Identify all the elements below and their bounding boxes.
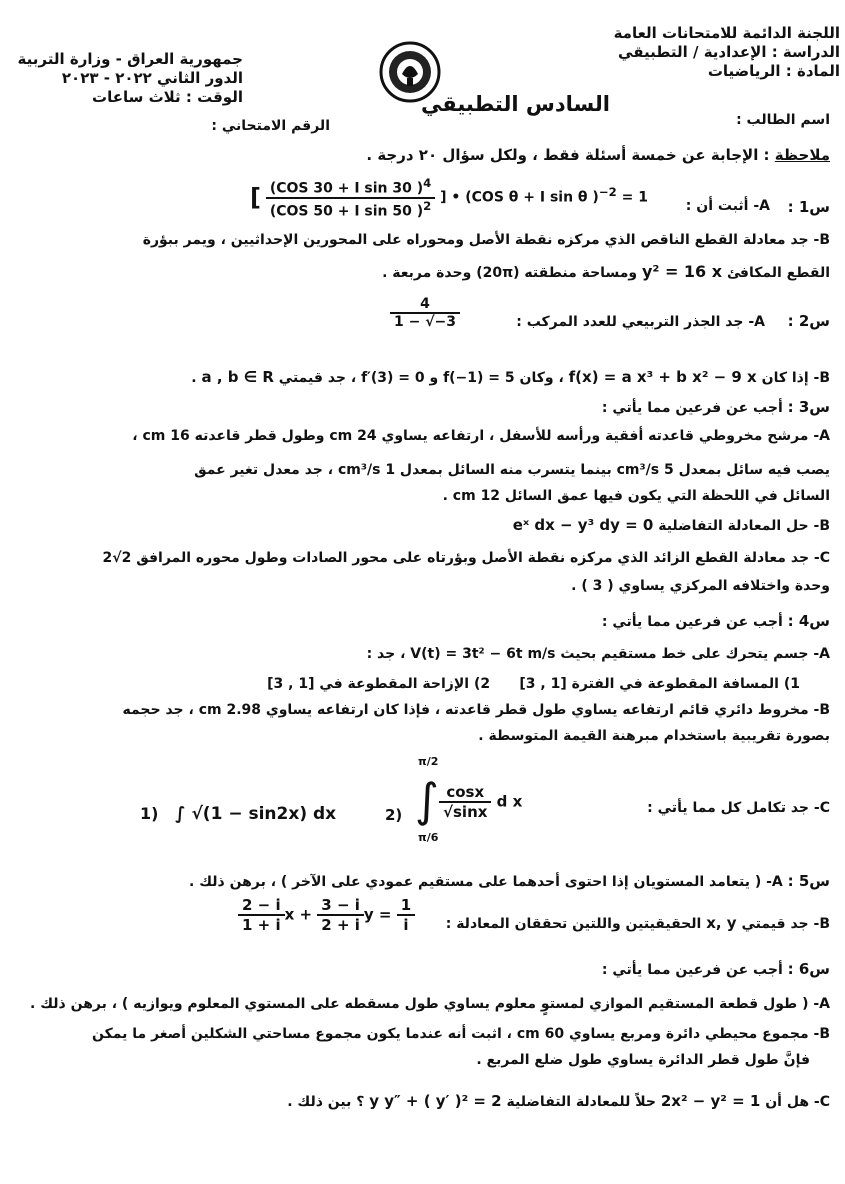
student-name-label: اسم الطالب : — [736, 112, 830, 128]
q3a-line3: السائل في اللحظة التي يكون فيها عمق السائل 12 cm . — [442, 488, 830, 504]
instructions-note — [330, 146, 830, 164]
q2b-line: B- إذا كان f(x) = a x³ + b x² − 9 x ، وكان f(−1) = 5 و f′(3) = 0 ، جد قيمتي a , b ∈ R . — [191, 368, 830, 386]
q4b-line1: B- مخروط دائري قائم ارتفاعه يساوي طول قطر قاعدته ، فإذا كان ارتفاعه يساوي 2.98 cm ، جد حجمه — [122, 702, 830, 718]
q4b-line2: بصورة تقريبية باستخدام مبرهنة القيمة المتوسطة . — [478, 728, 830, 744]
q3c-line2: وحدة واختلافه المركزي يساوي ( 3 ) . — [571, 578, 830, 594]
q1a-expression: [ $\frac{(COS 30 + I \sin 30 )^4}{(COS 50 + I \sin 50 )^2}$ ] • (COS θ + I sin θ )$^{-2}$ = 1 — [250, 176, 648, 220]
q4c-integral2-num: 2) — [385, 806, 403, 824]
q4-intro: س4 : أجب عن فرعين مما يأتي : — [601, 612, 830, 630]
q5a-line: س5 : A- ( يتعامد المستويان إذا احتوى أحدهما على مستقيم عمودي على الآخر ) ، برهن ذلك . — [189, 872, 830, 890]
q2-label: س2 : — [787, 312, 830, 330]
header-right — [590, 24, 840, 81]
committee: اللجنة الدائمة للامتحانات العامة — [613, 24, 840, 42]
study-branch: الدراسة : الإعدادية / التطبيقي — [618, 43, 840, 61]
stage-title: السادس التطبيقي — [420, 92, 610, 116]
q3b-line: B- حل المعادلة التفاضلية eˣ dx − y³ dy = 0 — [512, 516, 830, 534]
q4a-subparts: 1) المسافة المقطوعة في الفترة [1 , 3] 2) الإزاحة المقطوعة في [1 , 3] — [267, 676, 800, 692]
header-left — [5, 50, 243, 107]
subject: المادة : الرياضيات — [707, 62, 840, 80]
q3c-line1: C- جد معادلة القطع الزائد الذي مركزه نقطة الأصل وبؤرتاه على محور الصادات وطول محوره المرافق 2√2 — [102, 550, 830, 566]
q5b-equation: $\frac{2 - i}{1 + i}$ x + $\frac{3 - i}{2 + i}$ y = $\frac{1}{i}$ — [238, 896, 438, 934]
q3-intro: س3 : أجب عن فرعين مما يأتي : — [601, 398, 830, 416]
q6c-line: C- هل أن 2x² − y² = 1 حلاً للمعادلة التفاضلية y y″ + ( y′ )² = 2 ؟ بين ذلك . — [287, 1092, 830, 1110]
q3a-line1: A- مرشح مخروطي قاعدته أفقية ورأسه للأسفل ، ارتفاعه يساوي 24 cm وطول قطر قاعدته 16 cm ، — [132, 428, 830, 444]
q3a-line2: يصب فيه سائل بمعدل 5 cm³/s بينما يتسرب منه السائل بمعدل 1 cm³/s ، جد معدل تغير عمق — [194, 462, 830, 478]
note-text: : الإجابة عن خمسة أسئلة فقط ، ولكل سؤال ٢٠ درجة . — [366, 146, 770, 164]
q5b-label: B- جد قيمتي x, y الحقيقيتين واللتين تحققان المعادلة : — [445, 914, 830, 932]
q1b-line2: القطع المكافئ y² = 16 x ومساحة منطقته (20π) وحدة مربعة . — [382, 262, 830, 281]
exam-number-label: الرقم الامتحاني : — [211, 118, 330, 134]
country-ministry: جمهورية العراق - وزارة التربية — [17, 50, 243, 68]
q2a-fraction: $\frac{4}{1 - √-3}$ — [390, 296, 500, 330]
q6-intro: س6 : أجب عن فرعين مما يأتي : — [601, 960, 830, 978]
q6b-line1: B- مجموع محيطي دائرة ومربع يساوي 60 cm ، اثبت أنه عندما يكون مجموع مساحتي الشكلين أصغر ما يمكن — [92, 1026, 830, 1042]
q4c-integral2: π/2 ∫ π/6 $\frac{\cos x}{√\sin x}$ d x — [415, 755, 523, 844]
note-label: ملاحظة — [774, 146, 830, 164]
exam-duration: الوقت : ثلاث ساعات — [92, 88, 243, 106]
q4a-line1: A- جسم يتحرك على خط مستقيم بحيث V(t) = 3t² − 6t m/s ، جد : — [366, 646, 830, 662]
q4c-label: C- جد تكامل كل مما يأتي : — [647, 800, 830, 816]
q6a-line: A- ( طول قطعة المستقيم الموازي لمستوٍ معلوم يساوي طول مسقطه على المستوي المعلوم ويوازيه ) ، برهن ذلك . — [30, 996, 830, 1012]
q1b-line1: B- جد معادلة القطع الناقص الذي مركزه نقطة الأصل ومحوراه على المحورين الإحداثيين ، ويمر ببؤرة — [142, 232, 830, 248]
q1b-parabola: y² = 16 x — [641, 262, 723, 281]
q1a-fraction: $\frac{(COS 30 + I \sin 30 )^4}{(COS 50 + I \sin 50 )^2}$ — [266, 176, 435, 219]
q2a-label: A- جد الجذر التربيعي للعدد المركب : — [516, 314, 765, 330]
q6b-line2: فإنَّ طول قطر الدائرة يساوي طول ضلع المربع . — [476, 1052, 810, 1068]
q1a-label: A- أثبت أن : — [685, 198, 770, 214]
exam-round: الدور الثاني ٢٠٢٢ - ٢٠٢٣ — [61, 69, 243, 87]
q1-label: س1 : — [787, 198, 830, 216]
q4c-integral1: 1) ∫ √(1 − sin2x) dx — [140, 804, 337, 824]
